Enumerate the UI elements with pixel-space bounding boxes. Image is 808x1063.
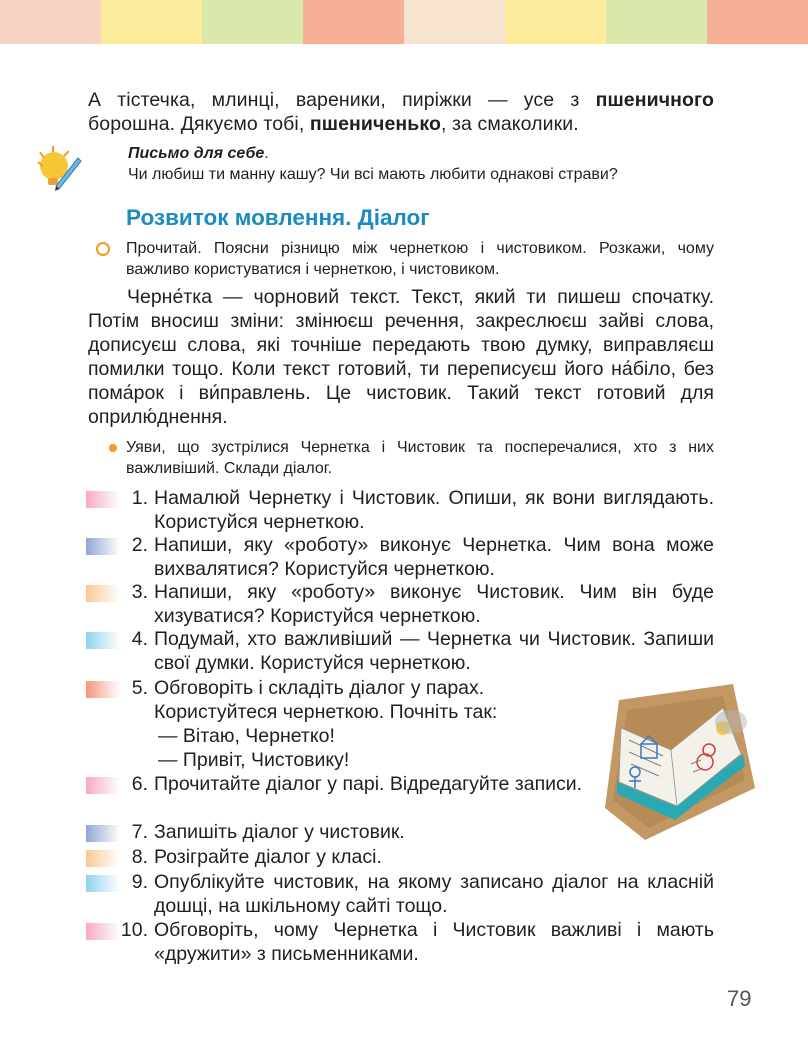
dialogue-line: — Привіт, Чистовику! [158,749,350,771]
stripe [101,0,202,44]
task-read: Прочитай. Поясни різницю між чернеткою і чистовиком. Розкажи, чому важливо користуватися і чернеткою, і чистовиком. [126,240,714,278]
intro-paragraph [88,88,714,136]
stripe [404,0,505,44]
item-text: Обговоріть, чому Чернетка і Чистовик важливі і мають «дружити» з письменниками. [154,919,714,965]
item-text: Запишіть діалог у чистовик. [154,821,405,843]
item-number: 1. [131,487,148,509]
intro-bold-word: пшениченько [309,113,441,135]
self-note [128,143,728,185]
item-number: 8. [131,846,148,868]
intro-text: А тістечка, млинці, вареники, пиріжки — усе з [88,89,596,111]
bullet-dot-icon [109,444,117,452]
definition-paragraph: Черне́тка — чорновий текст. Текст, який ти пишеш спочатку. Потім вносиш зміни: змінюєш речення, закреслюєш зайві слова, дописуєш слова, які точніше передають твою думку, виправляєш помилки тощо. Коли текст готовий, ти переписуєш його на́біло, без пома́рок і ви́правлень. Це чистовик. Такий текст готовий для оприлю́днення. [88,286,714,428]
item-text: Намалюй Чернетку і Чистовик. Опиши, як вони виглядають. Користуйся чернеткою. [154,487,714,533]
item-number: 6. [131,773,148,795]
intro-text: борошна. Дякуємо тобі, [88,113,310,135]
self-note-question: Чи любиш ти манну кашу? Чи всі мають любити однакові страви? [128,166,618,183]
item-text: Напиши, яку «роботу» виконує Чистовик. Чим він буде хизуватися? Користуйся чернеткою. [154,581,714,627]
top-color-stripes [0,0,808,44]
item-text: Опублікуйте чистовик, на якому записано діалог на класній дошці, на шкільному сайті тощо. [154,871,714,917]
item-number: 9. [131,871,148,893]
section-title: Розвиток мовлення. Діалог [126,205,430,230]
self-note-title-end: . [264,145,269,162]
intro-bold-word: пшеничного [595,89,714,111]
item-number: 3. [131,581,148,603]
stripe [202,0,303,44]
item-number: 7. [131,821,148,843]
item-text: Розіграйте діалог у класі. [154,846,382,868]
dialogue-line: — Вітаю, Чернетко! [158,725,335,747]
item-number: 4. [131,628,148,650]
item-text: Прочитайте діалог у парі. Відредагуйте записи. [154,773,583,795]
stripe [707,0,808,44]
item-number: 10. [120,919,148,941]
stripe [303,0,404,44]
task-imagine: Уяви, що зустрілися Чернетка і Чистовик та посперечалися, хто з них важливіший. Склади діалог. [126,439,714,477]
intro-text: , за смаколики. [440,113,579,135]
stripe [505,0,606,44]
lightbulb-pen-icon [34,144,84,194]
task-ring-icon [96,242,110,256]
item-number: 5. [131,677,148,699]
page-number: 79 [727,986,752,1011]
self-note-title: Письмо для себе [128,145,265,162]
open-book-illustration [605,680,755,840]
stripe [606,0,707,44]
item-text: Обговоріть і складіть діалог у парах. Користуйтеся чернеткою. Почніть так: [154,677,498,723]
item-text: Подумай, хто важливіший — Чернетка чи Чистовик. Запиши свої думки. Користуйся чернеткою. [154,628,714,674]
stripe [0,0,101,44]
item-text: Напиши, яку «роботу» виконує Чернетка. Чим вона може вихвалятися? Користуйся чернеткою. [154,534,714,580]
item-number: 2. [131,534,148,556]
